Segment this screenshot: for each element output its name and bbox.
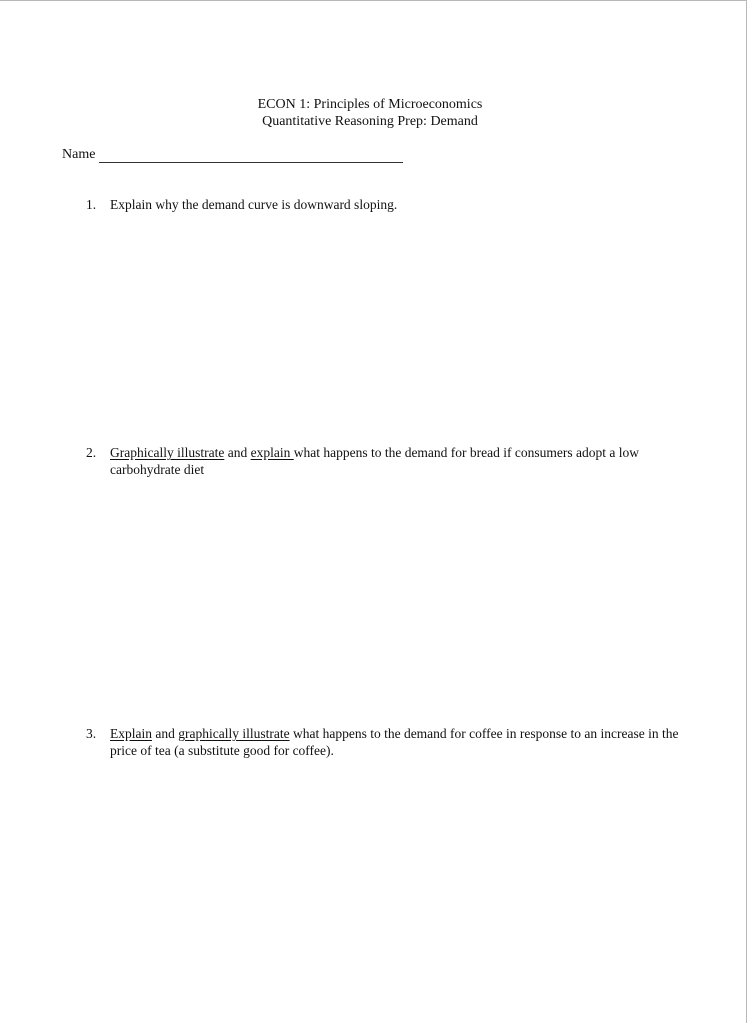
question-1	[86, 196, 686, 213]
question-text	[110, 196, 686, 213]
question-text-segment: what happens to the demand for coffee in response to an increase in the price of tea (a substitute good for coffee).	[110, 726, 679, 758]
question-text	[110, 444, 686, 478]
question-text-segment: Graphically illustrate	[110, 445, 225, 460]
question-number: 2.	[86, 445, 97, 460]
name-label: Name	[62, 147, 96, 162]
question-text-segment: Explain	[110, 726, 152, 741]
question-text-segment: Explain why the demand curve is downward sloping.	[110, 197, 398, 212]
worksheet-subtitle: Quantitative Reasoning Prep: Demand	[262, 114, 478, 129]
name-field[interactable]	[62, 146, 403, 163]
question-number: 3.	[86, 726, 97, 741]
question-text-segment: explain	[250, 445, 294, 460]
question-2	[86, 444, 686, 478]
question-text-segment: and	[152, 726, 179, 741]
question-number: 1.	[86, 197, 97, 212]
question-text-segment: and	[224, 445, 251, 460]
question-text-segment: graphically illustrate	[178, 726, 290, 741]
name-blank-line[interactable]	[99, 148, 403, 163]
question-text	[110, 725, 686, 759]
course-title: ECON 1: Principles of Microeconomics	[257, 97, 483, 112]
title-block	[0, 96, 740, 130]
question-3	[86, 725, 686, 759]
question-text-segment: what happens to the demand for bread if consumers adopt a low carbohydrate diet	[110, 445, 639, 477]
